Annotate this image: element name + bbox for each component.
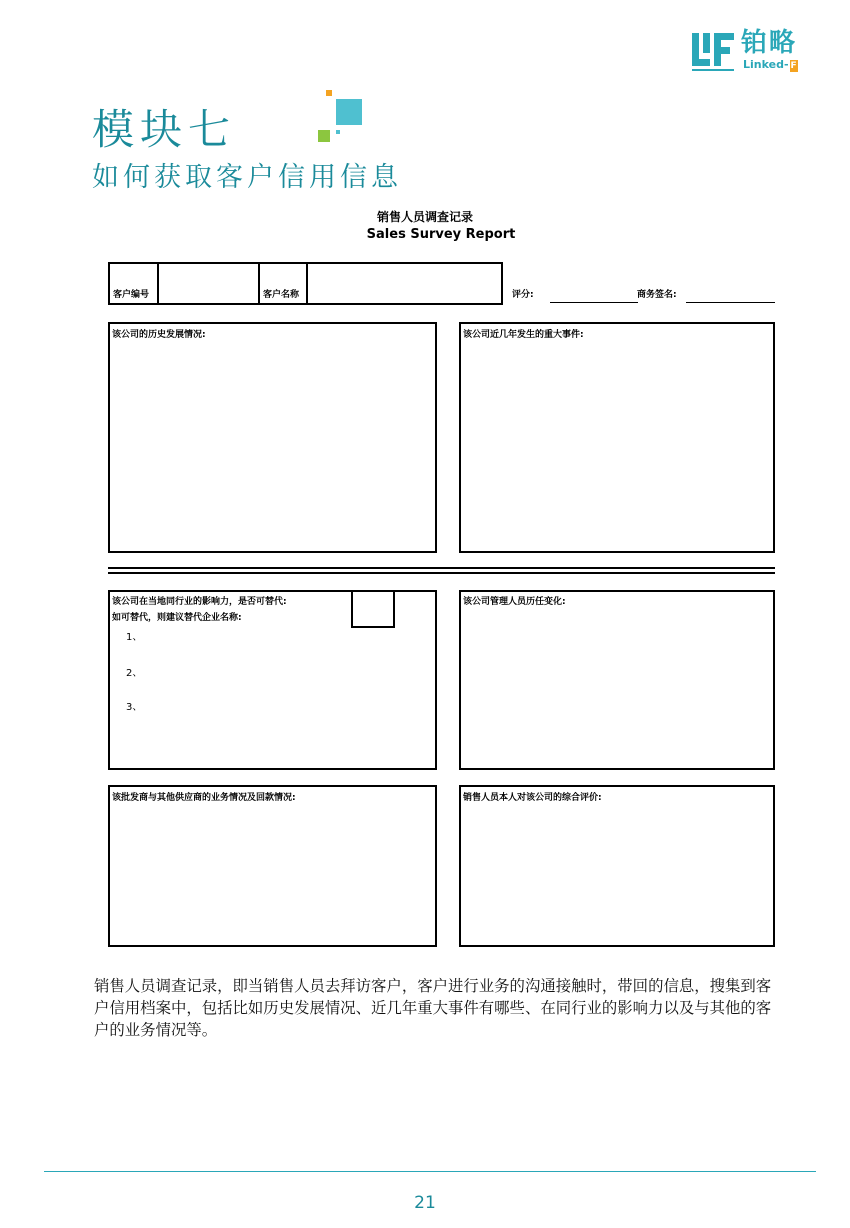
major-events-box[interactable] [459,322,775,553]
management-changes-label: 该公司管理人员历任变化: [463,597,566,607]
header-divider [157,262,159,305]
replacement-label: 如可替代，则建议替代企业名称: [112,613,242,623]
footer-divider [44,1171,816,1172]
decorative-squares-icon [318,90,366,144]
history-box[interactable] [108,322,437,553]
logo-chinese-name: 铂略 [741,28,798,58]
other-suppliers-label: 该批发商与其他供应商的业务情况及回款情况: [112,793,296,803]
manager-signature-field[interactable] [686,302,775,303]
separator-line [108,572,775,574]
manager-signature-label: 商务签名: [637,290,677,300]
header-divider [306,262,308,305]
linked-f-logo-mark-icon [692,33,736,71]
customer-name-label: 客户名称 [263,290,300,300]
influence-label: 该公司在当地同行业的影响力，是否可替代: [112,597,287,607]
overall-evaluation-label: 销售人员本人对该公司的综合评价: [463,793,602,803]
description-paragraph: 销售人员调查记录，即当销售人员去拜访客户，客户进行业务的沟通接触时，带回的信息，搜集到客户信用档案中，包括比如历史发展情况、近几年重大事件有哪些、在同行业的影响力以及与其他的客户的业务情况等。 [94,977,772,1039]
rating-label: 评分: [512,290,534,300]
management-changes-box[interactable] [459,590,775,770]
major-events-label: 该公司近几年发生的重大事件: [463,330,584,340]
report-title-en: Sales Survey Report [366,227,516,242]
replacement-item-3: 3、 [126,702,143,713]
rating-field[interactable] [550,302,638,303]
history-label: 该公司的历史发展情况: [112,330,206,340]
report-title-cn: 销售人员调查记录 [376,210,473,224]
header-divider [258,262,260,305]
replacement-item-1: 1、 [126,632,143,643]
logo-english-name: Linked- F [743,58,797,71]
separator-line [108,567,775,569]
replaceable-checkbox[interactable] [351,590,395,628]
overall-evaluation-box[interactable] [459,785,775,947]
influence-box[interactable] [108,590,437,770]
customer-number-label: 客户编号 [113,290,150,300]
replacement-item-2: 2、 [126,668,143,679]
customer-number-field[interactable] [160,265,256,302]
customer-name-field[interactable] [309,265,500,302]
module-subtitle: 如何获取客户信用信息 [92,162,402,193]
page-number: 21 [414,1193,436,1213]
other-suppliers-box[interactable] [108,785,437,947]
module-title: 模块七 [92,105,237,154]
